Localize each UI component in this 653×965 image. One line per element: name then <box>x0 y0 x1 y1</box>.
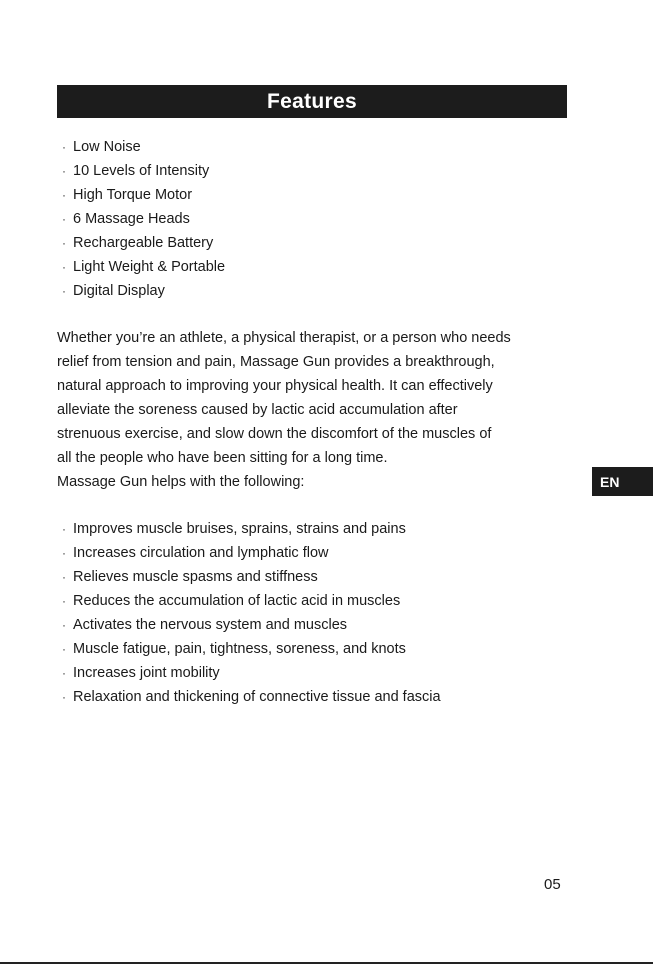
list-item <box>62 517 441 541</box>
feature-text: High Torque Motor <box>73 187 193 203</box>
list-item <box>62 231 225 255</box>
feature-text: Digital Display <box>73 283 165 299</box>
bullet-icon: · <box>62 284 66 298</box>
feature-text: Low Noise <box>73 139 141 155</box>
description-line: Whether you’re an athlete, a physical therapist, or a person who needs <box>57 330 511 346</box>
bullet-icon: · <box>62 666 66 680</box>
bullet-icon: · <box>62 212 66 226</box>
description-paragraph <box>57 326 577 494</box>
feature-text: 6 Massage Heads <box>73 211 190 227</box>
description-line: relief from tension and pain, Massage Gun provides a breakthrough, <box>57 354 495 370</box>
list-item <box>62 613 441 637</box>
description-line: alleviate the soreness caused by lactic acid accumulation after <box>57 402 458 418</box>
bullet-icon: · <box>62 618 66 632</box>
list-item <box>62 207 225 231</box>
features-title-bar <box>57 85 567 118</box>
bullet-icon: · <box>62 188 66 202</box>
list-item <box>62 183 225 207</box>
description-line: natural approach to improving your physical health. It can effectively <box>57 378 493 394</box>
list-item <box>62 565 441 589</box>
list-item <box>62 661 441 685</box>
bottom-divider <box>0 962 653 964</box>
feature-text: Light Weight & Portable <box>73 259 226 275</box>
feature-text: 10 Levels of Intensity <box>73 163 210 179</box>
bullet-icon: · <box>62 260 66 274</box>
benefit-text: Activates the nervous system and muscles <box>73 617 348 633</box>
language-tab-en[interactable]: EN <box>592 467 653 496</box>
list-item <box>62 135 225 159</box>
list-item <box>62 279 225 303</box>
list-item <box>62 255 225 279</box>
benefit-text: Relaxation and thickening of connective tissue and fascia <box>73 689 441 705</box>
benefit-text: Muscle fatigue, pain, tightness, soreness, and knots <box>73 641 406 657</box>
benefit-text: Reduces the accumulation of lactic acid in muscles <box>73 593 401 609</box>
page-title: Features <box>267 89 357 113</box>
benefit-text: Increases circulation and lymphatic flow <box>73 545 329 561</box>
feature-text: Rechargeable Battery <box>73 235 214 251</box>
benefits-list <box>62 517 441 709</box>
bullet-icon: · <box>62 522 66 536</box>
list-item <box>62 541 441 565</box>
features-list <box>62 135 225 303</box>
bullet-icon: · <box>62 690 66 704</box>
benefit-text: Improves muscle bruises, sprains, strains and pains <box>73 521 406 537</box>
list-item <box>62 685 441 709</box>
bullet-icon: · <box>62 570 66 584</box>
description-line: Massage Gun helps with the following: <box>57 474 305 490</box>
benefit-text: Increases joint mobility <box>73 665 220 681</box>
list-item <box>62 589 441 613</box>
benefit-text: Relieves muscle spasms and stiffness <box>73 569 318 585</box>
list-item <box>62 637 441 661</box>
page-number: 05 <box>544 876 561 893</box>
description-line: all the people who have been sitting for a long time. <box>57 450 388 466</box>
bullet-icon: · <box>62 546 66 560</box>
bullet-icon: · <box>62 164 66 178</box>
bullet-icon: · <box>62 236 66 250</box>
bullet-icon: · <box>62 642 66 656</box>
bullet-icon: · <box>62 594 66 608</box>
bullet-icon: · <box>62 140 66 154</box>
description-line: strenuous exercise, and slow down the discomfort of the muscles of <box>57 426 492 442</box>
list-item <box>62 159 225 183</box>
